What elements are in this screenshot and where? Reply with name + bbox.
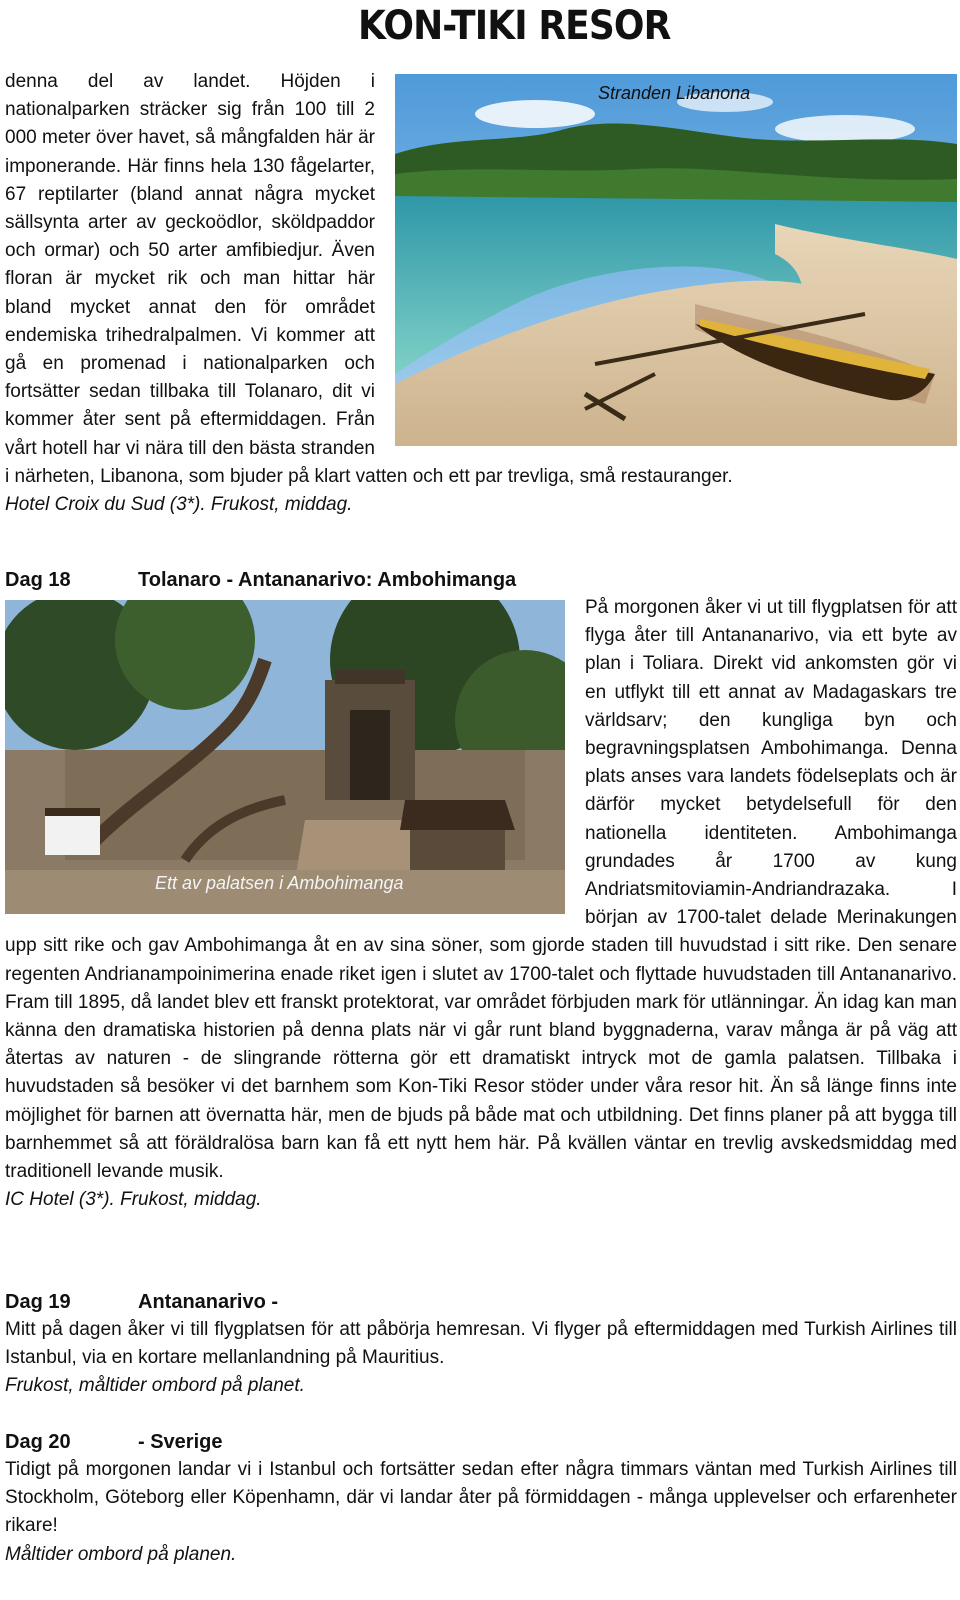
day-18-title: Tolanaro - Antananarivo: Ambohimanga [138,569,517,591]
day-20-heading [5,1428,957,1456]
day-19-title: Antananarivo - [138,1291,279,1313]
day-18-paragraph: På morgonen åker vi ut till flygplatsen för att flyga åter till Antananarivo, via ett byte av plan i Toliara. Direkt vid ankomsten gör vi en utflykt till ett annat av Madagaskars tre världsarv; den kungliga byn och begravningsplatsen Ambohimanga. Denna plats anses vara landets födelseplats och är därför mycket betydelsefull för den nationella identiteten. Ambohimanga grundades år 1700 av kung Andriatsmitoviamin-Andriandrazaka. I början av 1700-talet delade Merinakungen upp sitt rike och gav Ambohimanga åt en av sina söner, som gjorde staden till huvudstad i sitt rike. Den senare regenten Andrianampoinimerina enade riket igen i slutet av 1700-talet och flyttade huvudstaden till Antananarivo. Fram till 1895, då landet blev ett franskt protektorat, var området förbjuden mark för utlänningar. Än idag kan man känna den dramatiska historien på denna plats när vi går runt bland byggnaderna, varav många är på väg att återtas av naturen - de slingrande rötterna gör ett dramatiskt intryck mot de gamla palatsen. Tillbaka i huvudstaden så besöker vi det barnhem som Kon-Tiki Resor stöder under våra resor hit. Än så länge finns inte möjlighet för barnen att övernatta här, men de bjuds på både mat och utbildning. Det finns planer på att bygga till barnhemmet så att föräldralösa barn kan få ett nytt hem här. På kvällen väntar en trevlig avskedsmiddag med traditionell levande musik. [5,597,957,1183]
day-19-meals: Frukost, måltider ombord på planet. [5,1375,305,1397]
day-19-label: Dag 19 [5,1291,71,1313]
day-19-section [5,1288,957,1401]
intro-paragraph: denna del av landet. Höjden i nationalparken sträcker sig från 100 till 2 000 meter över havet, så mångfalden här är imponerande. Här finns hela 130 fågelarter, 67 reptilarter (bland annat några mycket sällsynta arter av geckoödlor, sköldpaddor och ormar) och 50 arter amfibiedjur. Även floran är mycket rik och man hittar här bland mycket annat den för området endemiska trihedralpalmen. Vi kommer att gå en promenad i nationalparken och fortsätter sedan tillbaka till Tolanaro, dit vi kommer åter sent på eftermiddagen. Från vårt hotell har vi nära till den bästa stranden i närheten, Libanona, som bjuder på klart vatten och ett par trevliga, små restauranger. [5,71,733,487]
day-18-hotel: IC Hotel (3*). Frukost, middag. [5,1189,262,1211]
day-18-section [5,566,957,1214]
palace-illustration [5,600,565,914]
day-19-paragraph: Mitt på dagen åker vi till flygplatsen för att påbörja hemresan. Vi flyger på eftermiddagen med Turkish Airlines till Istanbul, via en kortare mellanlandning på Mauritius. [5,1319,957,1369]
day-20-section [5,1428,957,1569]
day-18-label: Dag 18 [5,569,71,591]
palace-photo [5,600,565,914]
beach-illustration [395,74,957,446]
day-20-paragraph: Tidigt på morgonen landar vi i Istanbul och fortsätter sedan efter några timmars väntan med Turkish Airlines till Stockholm, Göteborg eller Köpenhamn, där vi landar åter på förmiddagen - många upplevelser och erfarenheter rikare! [5,1459,957,1537]
beach-photo [395,74,957,446]
day-20-meals: Måltider ombord på planen. [5,1543,237,1565]
beach-photo-caption: Stranden Libanona [598,83,751,103]
palace-photo-caption: Ett av palatsen i Ambohimanga [155,873,404,893]
intro-section [5,68,957,519]
day-20-title: - Sverige [138,1431,223,1453]
intro-hotel: Hotel Croix du Sud (3*). Frukost, middag. [5,494,353,516]
kon-tiki-logo: KON-TIKI RESOR [358,3,671,49]
day-20-label: Dag 20 [5,1431,71,1453]
day-18-heading [5,566,957,594]
day-19-heading [5,1288,957,1316]
